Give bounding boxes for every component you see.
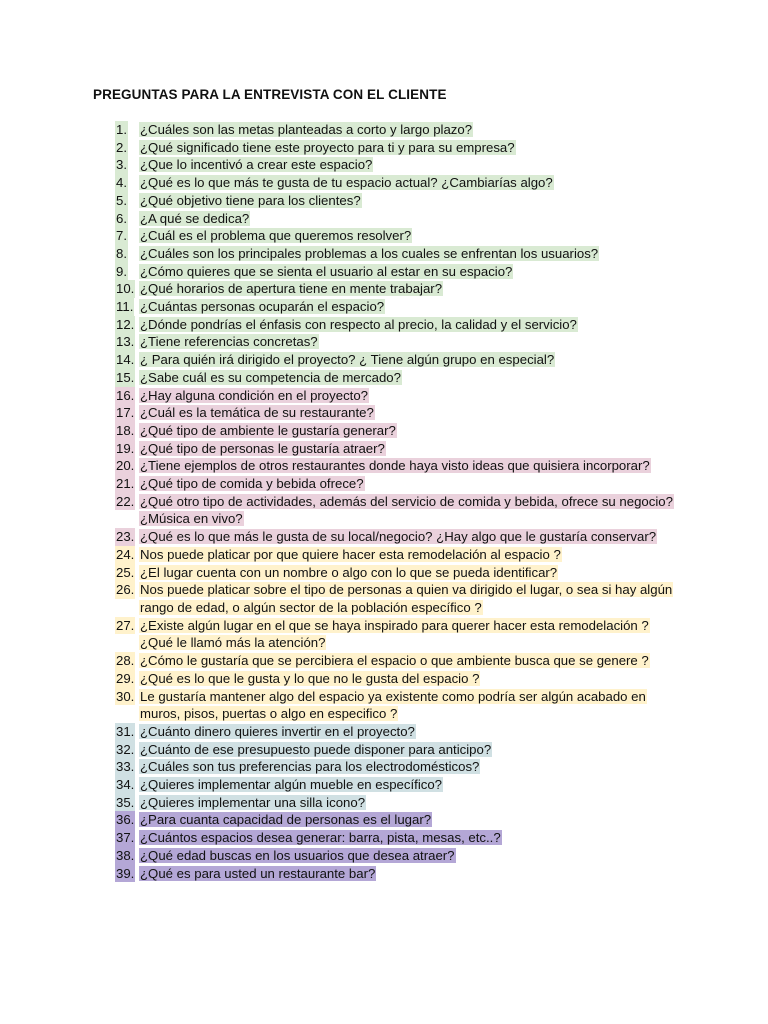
question-text: ¿Cuáles son las metas planteadas a corto y largo plazo? — [140, 122, 473, 137]
question-text: ¿A qué se dedica? — [140, 210, 250, 226]
question-number: 21. — [116, 476, 135, 492]
question-text: ¿Dónde pondrías el énfasis con respecto al precio, la calidad y el servicio? — [140, 316, 577, 332]
question-text: ¿Cuántos espacios desea generar: barra, pista, mesas, etc..? — [140, 830, 501, 846]
question-item — [115, 564, 685, 582]
question-number: 8. — [116, 245, 127, 261]
question-text: ¿Cuál es el problema que queremos resolver? — [140, 228, 412, 244]
question-number: 37. — [116, 830, 135, 846]
question-text: ¿Cuáles son tus preferencias para los electrodomésticos? — [140, 759, 480, 775]
question-item — [115, 139, 685, 157]
question-item — [115, 245, 685, 263]
question-text: ¿Tiene ejemplos de otros restaurantes donde haya visto ideas que quisiera incorporar? — [140, 458, 650, 474]
question-item — [115, 776, 685, 794]
question-number: 18. — [116, 422, 135, 438]
question-number: 22. — [116, 493, 135, 509]
question-item — [115, 156, 685, 174]
question-text: ¿Qué significado tiene este proyecto para ti y para su empresa? — [140, 139, 515, 155]
question-item — [115, 192, 685, 210]
question-number: 33. — [116, 759, 135, 775]
question-number: 26. — [116, 582, 135, 598]
question-text: ¿Qué es lo que le gusta y lo que no le gusta del espacio ? — [140, 670, 480, 686]
question-text: ¿Quieres implementar algún mueble en específico? — [140, 777, 443, 793]
question-number: 34. — [116, 777, 135, 793]
question-item — [115, 457, 685, 475]
question-text: ¿Hay alguna condición en el proyecto? — [140, 387, 368, 403]
question-item — [115, 617, 685, 652]
question-text: ¿Cuál es la temática de su restaurante? — [140, 405, 374, 421]
question-text: ¿ Para quién irá dirigido el proyecto? ¿ Tiene algún grupo en especial? — [140, 352, 555, 368]
question-item — [115, 794, 685, 812]
question-number: 28. — [116, 653, 135, 669]
question-number: 5. — [116, 192, 127, 208]
question-text: ¿Existe algún lugar en el que se haya inspirado para querer hacer esta remodelación ? ¿Qué le llamó más la atención? — [140, 617, 649, 651]
question-number: 24. — [116, 546, 135, 562]
question-text: ¿Cuánto de ese presupuesto puede disponer para anticipo? — [140, 741, 492, 757]
question-text: ¿Qué tipo de comida y bebida ofrece? — [140, 476, 364, 492]
question-text: ¿Para cuanta capacidad de personas es el lugar? — [140, 812, 432, 828]
question-number: 31. — [116, 723, 135, 739]
question-item — [115, 493, 685, 528]
question-number: 15. — [116, 369, 135, 385]
question-number: 16. — [116, 387, 135, 403]
question-number: 29. — [116, 670, 135, 686]
question-item — [115, 369, 685, 387]
question-text: Nos puede platicar sobre el tipo de personas a quien va dirigido el lugar, o sea si hay algún rango de edad, o algún sector de la población específico ? — [140, 582, 673, 615]
question-text: ¿Sabe cuál es su competencia de mercado? — [140, 369, 401, 385]
question-text: ¿Quieres implementar una silla icono? — [140, 794, 366, 810]
question-item — [115, 263, 685, 281]
question-number: 17. — [116, 405, 135, 421]
question-item — [115, 723, 685, 741]
question-number: 23. — [116, 529, 135, 545]
question-text: ¿Qué otro tipo de actividades, además del servicio de comida y bebida, ofrece su negocio? ¿Música en vivo? — [140, 493, 673, 527]
question-number: 1. — [116, 122, 127, 137]
question-item — [115, 121, 685, 139]
question-item — [115, 404, 685, 422]
question-item — [115, 298, 685, 316]
question-text: ¿Qué tipo de personas le gustaría atraer? — [140, 440, 385, 456]
document-title: PREGUNTAS PARA LA ENTREVISTA CON EL CLIENTE — [93, 87, 447, 102]
question-item — [115, 210, 685, 228]
question-item — [115, 652, 685, 670]
question-item — [115, 387, 685, 405]
question-text: ¿Cómo quieres que se sienta el usuario al estar en su espacio? — [140, 263, 513, 279]
question-number: 4. — [116, 175, 127, 191]
question-number: 32. — [116, 741, 135, 757]
question-number: 10. — [116, 281, 135, 297]
question-number: 20. — [116, 458, 135, 474]
question-text: ¿Qué edad buscas en los usuarios que desea atraer? — [140, 847, 455, 863]
question-item — [115, 741, 685, 759]
question-item — [115, 351, 685, 369]
question-text: Nos puede platicar por que quiere hacer esta remodelación al espacio ? — [140, 546, 561, 562]
question-item — [115, 581, 685, 616]
question-item — [115, 316, 685, 334]
question-number: 35. — [116, 794, 135, 810]
question-number: 14. — [116, 352, 135, 368]
question-number: 36. — [116, 812, 135, 828]
question-text: ¿Qué horarios de apertura tiene en mente trabajar? — [140, 281, 443, 297]
question-text: ¿Tiene referencias concretas? — [140, 334, 318, 350]
question-number: 19. — [116, 440, 135, 456]
question-text: ¿Cuáles son los principales problemas a los cuales se enfrentan los usuarios? — [140, 245, 599, 261]
question-text: ¿Que lo incentivó a crear este espacio? — [140, 157, 373, 173]
question-list — [115, 121, 685, 882]
question-item — [115, 227, 685, 245]
question-text: ¿Qué es lo que más le gusta de su local/negocio? ¿Hay algo que le gustaría conservar? — [140, 529, 657, 545]
question-number: 30. — [116, 688, 135, 704]
question-number: 12. — [116, 316, 135, 332]
question-item — [115, 440, 685, 458]
question-number: 9. — [116, 263, 127, 279]
question-item — [115, 475, 685, 493]
question-item — [115, 528, 685, 546]
question-item — [115, 829, 685, 847]
question-item — [115, 865, 685, 883]
question-number: 3. — [116, 157, 127, 173]
question-item — [115, 546, 685, 564]
question-number: 7. — [116, 228, 127, 244]
question-number: 6. — [116, 210, 127, 226]
question-text: ¿Qué tipo de ambiente le gustaría generar? — [140, 422, 396, 438]
question-number: 25. — [116, 564, 135, 580]
question-item — [115, 811, 685, 829]
question-item — [115, 670, 685, 688]
question-item — [115, 280, 685, 298]
question-item — [115, 422, 685, 440]
question-text: ¿Cuánto dinero quieres invertir en el proyecto? — [140, 723, 415, 739]
question-text: ¿El lugar cuenta con un nombre o algo con lo que se pueda identificar? — [140, 564, 558, 580]
question-item — [115, 847, 685, 865]
question-number: 38. — [116, 847, 135, 863]
question-text: ¿Cómo le gustaría que se percibiera el espacio o que ambiente busca que se genere ? — [140, 653, 649, 669]
question-number: 13. — [116, 334, 135, 350]
question-item — [115, 688, 685, 723]
question-text: Le gustaría mantener algo del espacio ya existente como podría ser algún acabado en muros, pisos, puertas o algo en especifico ? — [140, 688, 646, 722]
question-item — [115, 758, 685, 776]
question-item — [115, 333, 685, 351]
question-text: ¿Qué objetivo tiene para los clientes? — [140, 192, 361, 208]
question-text: ¿Qué es para usted un restaurante bar? — [140, 865, 376, 881]
question-item — [115, 174, 685, 192]
question-number: 27. — [116, 617, 135, 633]
question-number: 2. — [116, 139, 127, 155]
question-text: ¿Cuántas personas ocuparán el espacio? — [140, 299, 385, 315]
question-number: 39. — [116, 865, 135, 881]
question-text: ¿Qué es lo que más te gusta de tu espacio actual? ¿Cambiarías algo? — [140, 175, 553, 191]
question-number: 11. — [116, 299, 134, 315]
